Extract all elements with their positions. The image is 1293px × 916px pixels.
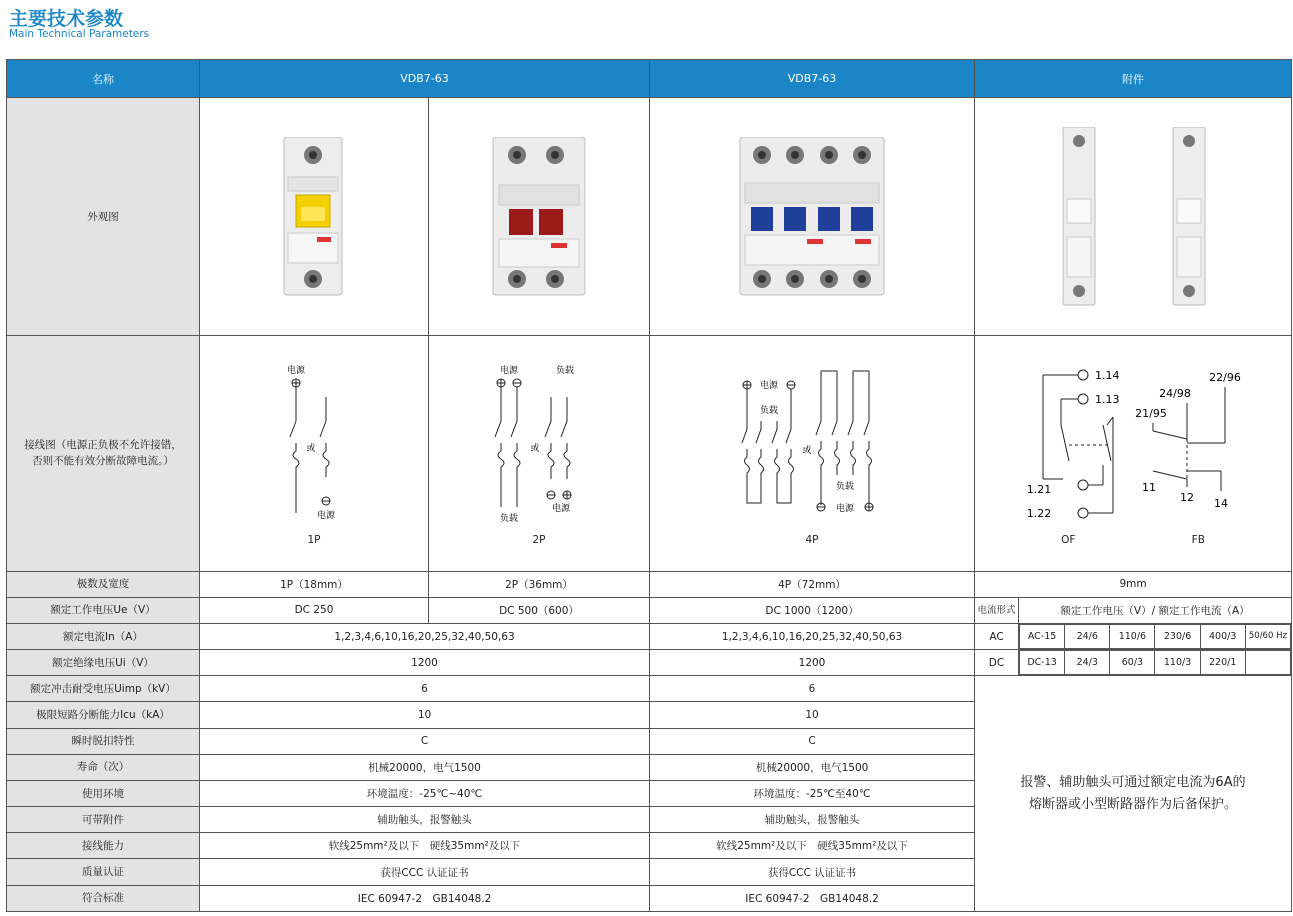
label-power-top: 电源 (760, 380, 779, 391)
acc-dc-cat: DC-13 (1020, 651, 1065, 675)
photo-accessories (975, 98, 1292, 336)
caption-4p: 4P (805, 533, 819, 546)
wiring-label-line1: 接线图（电源正负极不允许接错， (24, 439, 182, 452)
label-or: 或 (530, 443, 540, 454)
poles-4p: 4P（72mm） (650, 571, 975, 597)
certification-model-a: 获得CCC 认证证书 (200, 859, 650, 885)
acc-ac-v3: 230/6 (1155, 624, 1200, 648)
label-or: 或 (802, 445, 812, 456)
acc-table-header-rating: 额定工作电压（V）/ 额定工作电流（A） (1019, 597, 1292, 623)
wiring-label-line2: 否则不能有效分断故障电流。） (32, 455, 174, 468)
wiring-capacity-model-a: 软线25mm²及以下 硬线35mm²及以下 (200, 833, 650, 859)
label-24-98: 24/98 (1159, 386, 1191, 400)
label-1-21: 1.21 (1026, 482, 1052, 496)
label-or: 或 (306, 443, 316, 454)
label-14: 14 (1214, 496, 1229, 510)
breaker-4p-image (737, 137, 887, 297)
accessory-note (975, 676, 1292, 912)
ue-2p: DC 500（600） (429, 597, 650, 623)
caption-1p: 1P (307, 533, 321, 546)
row-label-in: 额定电流In（A） (7, 623, 200, 649)
trip-model-a: C (200, 728, 650, 754)
wiring-4p-diagram (737, 361, 887, 531)
standard-model-b: IEC 60947-2 GB14048.2 (650, 885, 975, 911)
acc-ac-v4: 400/3 (1200, 624, 1245, 648)
life-model-b: 机械20000，电气1500 (650, 754, 975, 780)
col-header-model-a: VDB7-63 (200, 60, 650, 98)
row-label-trip: 瞬时脱扣特性 (7, 728, 200, 754)
accessory-contacts-diagram (1003, 361, 1263, 531)
caption-of: OF (1061, 533, 1076, 546)
ui-model-b: 1200 (650, 650, 975, 676)
life-model-a: 机械20000，电气1500 (200, 754, 650, 780)
wiring-1p (200, 335, 429, 571)
wiring-2p (429, 335, 650, 571)
page-subtitle: Main Technical Parameters (9, 28, 150, 40)
accessories-model-a: 辅助触头，报警触头 (200, 807, 650, 833)
label-power-bottom: 电源 (836, 503, 855, 514)
poles-2p: 2P（36mm） (429, 571, 650, 597)
acc-ac-freq: 50/60 Hz (1245, 624, 1290, 648)
photo-2p (429, 98, 650, 336)
col-header-accessory: 附件 (975, 60, 1292, 98)
label-load-bottom: 负载 (499, 513, 519, 524)
row-label-certification: 质量认证 (7, 859, 200, 885)
row-label-wiring-capacity: 接线能力 (7, 833, 200, 859)
acc-dc-v2: 60/3 (1110, 651, 1155, 675)
certification-model-b: 获得CCC 认证证书 (650, 859, 975, 885)
ue-4p: DC 1000（1200） (650, 597, 975, 623)
row-label-icu: 极限短路分断能力Icu（kA） (7, 702, 200, 728)
row-label-uimp: 额定冲击耐受电压Uimp（kV） (7, 676, 200, 702)
caption-fb: FB (1191, 533, 1205, 546)
acc-ac-cat: AC-15 (1020, 624, 1065, 648)
row-label-poles: 极数及宽度 (7, 571, 200, 597)
in-model-a: 1,2,3,4,6,10,16,20,25,32,40,50,63 (200, 623, 650, 649)
col-header-name: 名称 (7, 60, 200, 98)
label-load-bottom: 负载 (836, 481, 855, 492)
wiring-capacity-model-b: 软线25mm²及以下 硬线35mm²及以下 (650, 833, 975, 859)
acc-ac-v2: 110/6 (1110, 624, 1155, 648)
accessory-contacts-image (1033, 127, 1233, 307)
icu-model-b: 10 (650, 702, 975, 728)
row-label-standard: 符合标准 (7, 885, 200, 911)
row-label-accessories: 可带附件 (7, 807, 200, 833)
env-model-a: 环境温度：-25℃~40℃ (200, 780, 650, 806)
photo-4p (650, 98, 975, 336)
wiring-accessories (975, 335, 1292, 571)
uimp-model-a: 6 (200, 676, 650, 702)
spec-table (6, 59, 1292, 912)
label-power-top: 电源 (286, 365, 306, 376)
icu-model-a: 10 (200, 702, 650, 728)
label-22-96: 22/96 (1209, 370, 1241, 384)
acc-dc-v1: 24/3 (1065, 651, 1110, 675)
acc-dc-freq (1245, 651, 1290, 675)
accessory-note-line2: 熔断器或小型断路器作为后备保护。 (1029, 796, 1238, 812)
label-power-bottom: 电源 (316, 510, 336, 521)
acc-table-header-type: 电流形式 (975, 597, 1019, 623)
label-1-13: 1.13 (1095, 392, 1120, 406)
wiring-2p-diagram (479, 361, 599, 531)
row-label-ui: 额定绝缘电压Ui（V） (7, 650, 200, 676)
label-1-22: 1.22 (1026, 506, 1052, 520)
acc-dc-type: DC (975, 650, 1019, 676)
acc-dc-v4: 220/1 (1200, 651, 1245, 675)
uimp-model-b: 6 (650, 676, 975, 702)
accessories-model-b: 辅助触头，报警触头 (650, 807, 975, 833)
acc-dc-row (1019, 650, 1292, 676)
in-model-b: 1,2,3,4,6,10,16,20,25,32,40,50,63 (650, 623, 975, 649)
wiring-1p-diagram (254, 361, 374, 531)
ui-model-a: 1200 (200, 650, 650, 676)
wiring-4p (650, 335, 975, 571)
col-header-model-b: VDB7-63 (650, 60, 975, 98)
ue-1p: DC 250 (200, 597, 429, 623)
row-label-life: 寿命（次） (7, 754, 200, 780)
trip-model-b: C (650, 728, 975, 754)
breaker-2p-image (489, 137, 589, 297)
acc-ac-v1: 24/6 (1065, 624, 1110, 648)
row-label-ue: 额定工作电压Ue（V） (7, 597, 200, 623)
label-power-top: 电源 (499, 365, 519, 376)
photo-1p (200, 98, 429, 336)
label-power-bottom: 电源 (551, 503, 571, 514)
label-load-top: 负载 (760, 405, 779, 416)
label-12: 12 (1180, 490, 1195, 504)
acc-dc-v3: 110/3 (1155, 651, 1200, 675)
row-label-appearance: 外观图 (7, 98, 200, 336)
row-label-env: 使用环境 (7, 780, 200, 806)
accessory-note-line1: 报警、辅助触头可通过额定电流为6A的 (1020, 774, 1246, 790)
breaker-1p-image (279, 137, 349, 297)
label-1-14: 1.14 (1095, 368, 1120, 382)
label-11: 11 (1142, 480, 1157, 494)
poles-1p: 1P（18mm） (200, 571, 429, 597)
label-21-95: 21/95 (1135, 406, 1167, 420)
acc-ac-row (1019, 623, 1292, 649)
standard-model-a: IEC 60947-2 GB14048.2 (200, 885, 650, 911)
acc-ac-type: AC (975, 623, 1019, 649)
caption-2p: 2P (532, 533, 546, 546)
page-title: 主要技术参数 (9, 8, 124, 30)
row-label-wiring (7, 335, 200, 571)
env-model-b: 环境温度：-25℃至40℃ (650, 780, 975, 806)
label-load-top: 负载 (555, 365, 575, 376)
poles-accessory: 9mm (975, 571, 1292, 597)
